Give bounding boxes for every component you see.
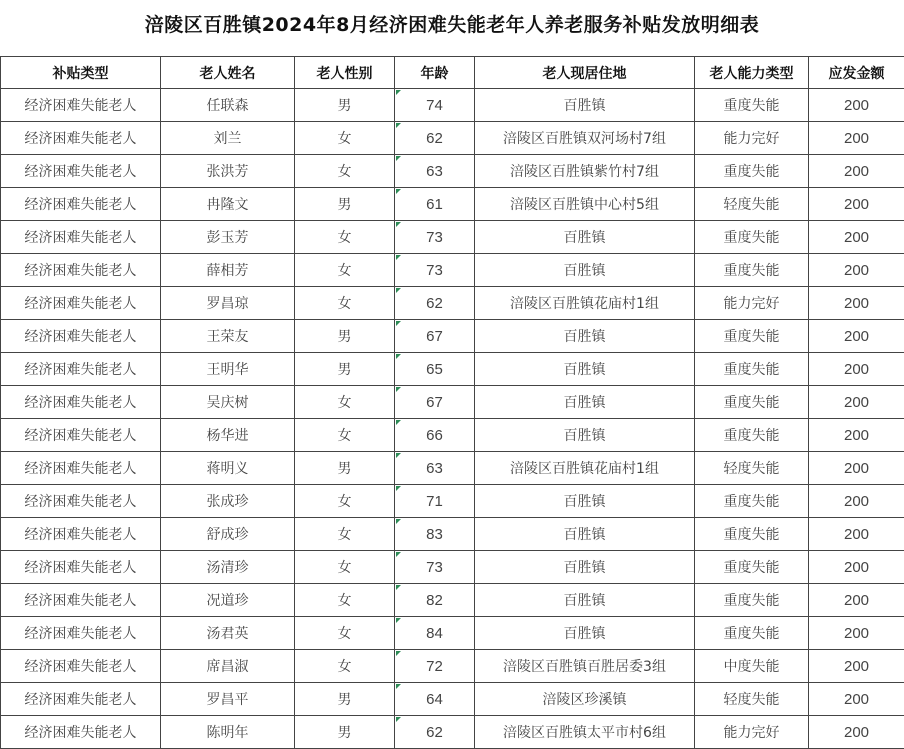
table-row xyxy=(1,188,904,221)
cell-address: 涪陵区珍溪镇 xyxy=(475,683,695,716)
cell-subsidy-type: 经济困难失能老人 xyxy=(1,485,161,518)
cell-amount: 200 xyxy=(809,716,904,749)
cell-amount: 200 xyxy=(809,386,904,419)
cell-address: 百胜镇 xyxy=(475,221,695,254)
cell-ability-type: 重度失能 xyxy=(695,419,809,452)
cell-subsidy-type: 经济困难失能老人 xyxy=(1,188,161,221)
cell-age-value: 63 xyxy=(426,163,443,180)
cell-subsidy-type: 经济困难失能老人 xyxy=(1,320,161,353)
cell-gender: 女 xyxy=(295,617,395,650)
cell-marker-icon xyxy=(396,123,401,128)
cell-marker-icon xyxy=(396,717,401,722)
cell-gender: 女 xyxy=(295,419,395,452)
cell-address: 涪陵区百胜镇双河场村7组 xyxy=(475,122,695,155)
cell-address: 涪陵区百胜镇紫竹村7组 xyxy=(475,155,695,188)
cell-age xyxy=(395,551,475,584)
cell-marker-icon xyxy=(396,618,401,623)
cell-elder-name: 吴庆树 xyxy=(161,386,295,419)
cell-age-value: 72 xyxy=(426,658,443,675)
cell-elder-name: 汤君英 xyxy=(161,617,295,650)
cell-marker-icon xyxy=(396,519,401,524)
cell-ability-type: 重度失能 xyxy=(695,518,809,551)
cell-elder-name: 王明华 xyxy=(161,353,295,386)
column-header-age: 年龄 xyxy=(395,57,475,89)
cell-age-value: 74 xyxy=(426,97,443,114)
cell-subsidy-type: 经济困难失能老人 xyxy=(1,650,161,683)
cell-amount: 200 xyxy=(809,353,904,386)
cell-amount: 200 xyxy=(809,617,904,650)
cell-elder-name: 任联森 xyxy=(161,89,295,122)
cell-age xyxy=(395,584,475,617)
cell-subsidy-type: 经济困难失能老人 xyxy=(1,584,161,617)
cell-amount: 200 xyxy=(809,419,904,452)
cell-age-value: 64 xyxy=(426,691,443,708)
cell-subsidy-type: 经济困难失能老人 xyxy=(1,419,161,452)
cell-marker-icon xyxy=(396,90,401,95)
cell-age-value: 83 xyxy=(426,526,443,543)
column-header-gender: 老人性别 xyxy=(295,57,395,89)
cell-marker-icon xyxy=(396,453,401,458)
cell-ability-type: 重度失能 xyxy=(695,254,809,287)
column-header-elder-name: 老人姓名 xyxy=(161,57,295,89)
table-row xyxy=(1,353,904,386)
cell-age xyxy=(395,320,475,353)
cell-elder-name: 刘兰 xyxy=(161,122,295,155)
cell-age-value: 82 xyxy=(426,592,443,609)
cell-subsidy-type: 经济困难失能老人 xyxy=(1,287,161,320)
cell-subsidy-type: 经济困难失能老人 xyxy=(1,221,161,254)
page-title: 涪陵区百胜镇2024年8月经济困难失能老年人养老服务补贴发放明细表 xyxy=(0,10,904,37)
cell-age xyxy=(395,683,475,716)
table-row xyxy=(1,155,904,188)
cell-marker-icon xyxy=(396,420,401,425)
cell-age-value: 67 xyxy=(426,328,443,345)
cell-gender: 女 xyxy=(295,386,395,419)
cell-amount: 200 xyxy=(809,650,904,683)
cell-age xyxy=(395,650,475,683)
cell-gender: 女 xyxy=(295,155,395,188)
cell-marker-icon xyxy=(396,288,401,293)
cell-ability-type: 能力完好 xyxy=(695,716,809,749)
cell-amount: 200 xyxy=(809,221,904,254)
cell-marker-icon xyxy=(396,255,401,260)
cell-address: 百胜镇 xyxy=(475,419,695,452)
cell-address: 百胜镇 xyxy=(475,386,695,419)
cell-amount: 200 xyxy=(809,485,904,518)
cell-address: 百胜镇 xyxy=(475,551,695,584)
cell-subsidy-type: 经济困难失能老人 xyxy=(1,551,161,584)
cell-elder-name: 王荣友 xyxy=(161,320,295,353)
cell-amount: 200 xyxy=(809,287,904,320)
table-row xyxy=(1,650,904,683)
cell-subsidy-type: 经济困难失能老人 xyxy=(1,716,161,749)
cell-ability-type: 轻度失能 xyxy=(695,452,809,485)
cell-ability-type: 能力完好 xyxy=(695,122,809,155)
cell-marker-icon xyxy=(396,486,401,491)
cell-ability-type: 能力完好 xyxy=(695,287,809,320)
cell-gender: 女 xyxy=(295,287,395,320)
cell-age-value: 65 xyxy=(426,361,443,378)
cell-ability-type: 重度失能 xyxy=(695,221,809,254)
cell-age xyxy=(395,221,475,254)
cell-marker-icon xyxy=(396,321,401,326)
cell-elder-name: 杨华进 xyxy=(161,419,295,452)
cell-ability-type: 轻度失能 xyxy=(695,188,809,221)
cell-elder-name: 张成珍 xyxy=(161,485,295,518)
table-row xyxy=(1,584,904,617)
table-row xyxy=(1,617,904,650)
column-header-address: 老人现居住地 xyxy=(475,57,695,89)
cell-address: 涪陵区百胜镇中心村5组 xyxy=(475,188,695,221)
cell-amount: 200 xyxy=(809,188,904,221)
cell-subsidy-type: 经济困难失能老人 xyxy=(1,155,161,188)
cell-ability-type: 重度失能 xyxy=(695,584,809,617)
column-header-subsidy-type: 补贴类型 xyxy=(1,57,161,89)
cell-age-value: 63 xyxy=(426,460,443,477)
cell-elder-name: 舒成珍 xyxy=(161,518,295,551)
cell-address: 百胜镇 xyxy=(475,485,695,518)
cell-address: 涪陵区百胜镇太平市村6组 xyxy=(475,716,695,749)
cell-amount: 200 xyxy=(809,89,904,122)
cell-gender: 男 xyxy=(295,353,395,386)
cell-marker-icon xyxy=(396,387,401,392)
cell-gender: 女 xyxy=(295,650,395,683)
cell-address: 百胜镇 xyxy=(475,584,695,617)
table-row xyxy=(1,452,904,485)
cell-age xyxy=(395,419,475,452)
cell-marker-icon xyxy=(396,354,401,359)
cell-amount: 200 xyxy=(809,122,904,155)
cell-elder-name: 薛相芳 xyxy=(161,254,295,287)
cell-age xyxy=(395,155,475,188)
cell-elder-name: 陈明年 xyxy=(161,716,295,749)
cell-amount: 200 xyxy=(809,518,904,551)
table-row xyxy=(1,518,904,551)
cell-gender: 男 xyxy=(295,188,395,221)
cell-amount: 200 xyxy=(809,551,904,584)
cell-age xyxy=(395,386,475,419)
cell-age xyxy=(395,452,475,485)
cell-gender: 女 xyxy=(295,551,395,584)
cell-elder-name: 汤清珍 xyxy=(161,551,295,584)
table-row xyxy=(1,287,904,320)
table-row xyxy=(1,386,904,419)
cell-gender: 男 xyxy=(295,452,395,485)
cell-gender: 女 xyxy=(295,254,395,287)
table-row xyxy=(1,551,904,584)
subsidy-table xyxy=(0,56,904,749)
cell-elder-name: 冉隆文 xyxy=(161,188,295,221)
cell-ability-type: 重度失能 xyxy=(695,89,809,122)
cell-marker-icon xyxy=(396,651,401,656)
cell-address: 百胜镇 xyxy=(475,89,695,122)
table-row xyxy=(1,419,904,452)
table-header-row xyxy=(1,57,904,89)
cell-age-value: 62 xyxy=(426,130,443,147)
cell-address: 百胜镇 xyxy=(475,254,695,287)
table-row xyxy=(1,254,904,287)
table-row xyxy=(1,485,904,518)
cell-marker-icon xyxy=(396,189,401,194)
cell-address: 百胜镇 xyxy=(475,518,695,551)
cell-age xyxy=(395,485,475,518)
cell-age-value: 62 xyxy=(426,295,443,312)
cell-age xyxy=(395,617,475,650)
cell-ability-type: 重度失能 xyxy=(695,551,809,584)
cell-amount: 200 xyxy=(809,254,904,287)
cell-amount: 200 xyxy=(809,584,904,617)
table-row xyxy=(1,89,904,122)
cell-elder-name: 张洪芳 xyxy=(161,155,295,188)
cell-subsidy-type: 经济困难失能老人 xyxy=(1,353,161,386)
cell-address: 涪陵区百胜镇百胜居委3组 xyxy=(475,650,695,683)
table-body xyxy=(1,89,904,749)
cell-amount: 200 xyxy=(809,683,904,716)
cell-ability-type: 重度失能 xyxy=(695,386,809,419)
cell-age xyxy=(395,122,475,155)
cell-gender: 女 xyxy=(295,221,395,254)
cell-address: 百胜镇 xyxy=(475,617,695,650)
cell-age-value: 84 xyxy=(426,625,443,642)
cell-age-value: 67 xyxy=(426,394,443,411)
cell-age-value: 71 xyxy=(426,493,443,510)
cell-ability-type: 重度失能 xyxy=(695,353,809,386)
cell-address: 百胜镇 xyxy=(475,353,695,386)
cell-ability-type: 轻度失能 xyxy=(695,683,809,716)
cell-amount: 200 xyxy=(809,320,904,353)
cell-age-value: 73 xyxy=(426,262,443,279)
cell-subsidy-type: 经济困难失能老人 xyxy=(1,683,161,716)
cell-ability-type: 重度失能 xyxy=(695,155,809,188)
table-row xyxy=(1,320,904,353)
table-row xyxy=(1,221,904,254)
cell-gender: 男 xyxy=(295,683,395,716)
cell-gender: 女 xyxy=(295,485,395,518)
cell-age xyxy=(395,353,475,386)
cell-elder-name: 罗昌琼 xyxy=(161,287,295,320)
cell-ability-type: 重度失能 xyxy=(695,485,809,518)
cell-marker-icon xyxy=(396,684,401,689)
cell-gender: 女 xyxy=(295,122,395,155)
column-header-ability-type: 老人能力类型 xyxy=(695,57,809,89)
cell-gender: 男 xyxy=(295,89,395,122)
cell-subsidy-type: 经济困难失能老人 xyxy=(1,254,161,287)
cell-amount: 200 xyxy=(809,155,904,188)
cell-address: 涪陵区百胜镇花庙村1组 xyxy=(475,452,695,485)
cell-elder-name: 彭玉芳 xyxy=(161,221,295,254)
cell-marker-icon xyxy=(396,222,401,227)
cell-ability-type: 重度失能 xyxy=(695,320,809,353)
table-row xyxy=(1,122,904,155)
cell-age-value: 62 xyxy=(426,724,443,741)
cell-marker-icon xyxy=(396,156,401,161)
cell-age-value: 61 xyxy=(426,196,443,213)
column-header-amount: 应发金额 xyxy=(809,57,904,89)
cell-marker-icon xyxy=(396,552,401,557)
cell-age xyxy=(395,716,475,749)
cell-subsidy-type: 经济困难失能老人 xyxy=(1,518,161,551)
cell-age-value: 73 xyxy=(426,559,443,576)
cell-subsidy-type: 经济困难失能老人 xyxy=(1,386,161,419)
cell-marker-icon xyxy=(396,585,401,590)
cell-subsidy-type: 经济困难失能老人 xyxy=(1,617,161,650)
cell-elder-name: 席昌淑 xyxy=(161,650,295,683)
cell-age-value: 66 xyxy=(426,427,443,444)
cell-address: 涪陵区百胜镇花庙村1组 xyxy=(475,287,695,320)
cell-age xyxy=(395,254,475,287)
cell-age xyxy=(395,518,475,551)
cell-age xyxy=(395,188,475,221)
cell-ability-type: 中度失能 xyxy=(695,650,809,683)
cell-elder-name: 罗昌平 xyxy=(161,683,295,716)
cell-gender: 女 xyxy=(295,584,395,617)
cell-gender: 女 xyxy=(295,518,395,551)
cell-age xyxy=(395,89,475,122)
cell-gender: 男 xyxy=(295,320,395,353)
cell-amount: 200 xyxy=(809,452,904,485)
cell-address: 百胜镇 xyxy=(475,320,695,353)
cell-subsidy-type: 经济困难失能老人 xyxy=(1,452,161,485)
cell-age-value: 73 xyxy=(426,229,443,246)
cell-subsidy-type: 经济困难失能老人 xyxy=(1,89,161,122)
cell-gender: 男 xyxy=(295,716,395,749)
cell-elder-name: 蒋明义 xyxy=(161,452,295,485)
cell-elder-name: 况道珍 xyxy=(161,584,295,617)
cell-age xyxy=(395,287,475,320)
table-row xyxy=(1,683,904,716)
cell-subsidy-type: 经济困难失能老人 xyxy=(1,122,161,155)
cell-ability-type: 重度失能 xyxy=(695,617,809,650)
table-row xyxy=(1,716,904,749)
